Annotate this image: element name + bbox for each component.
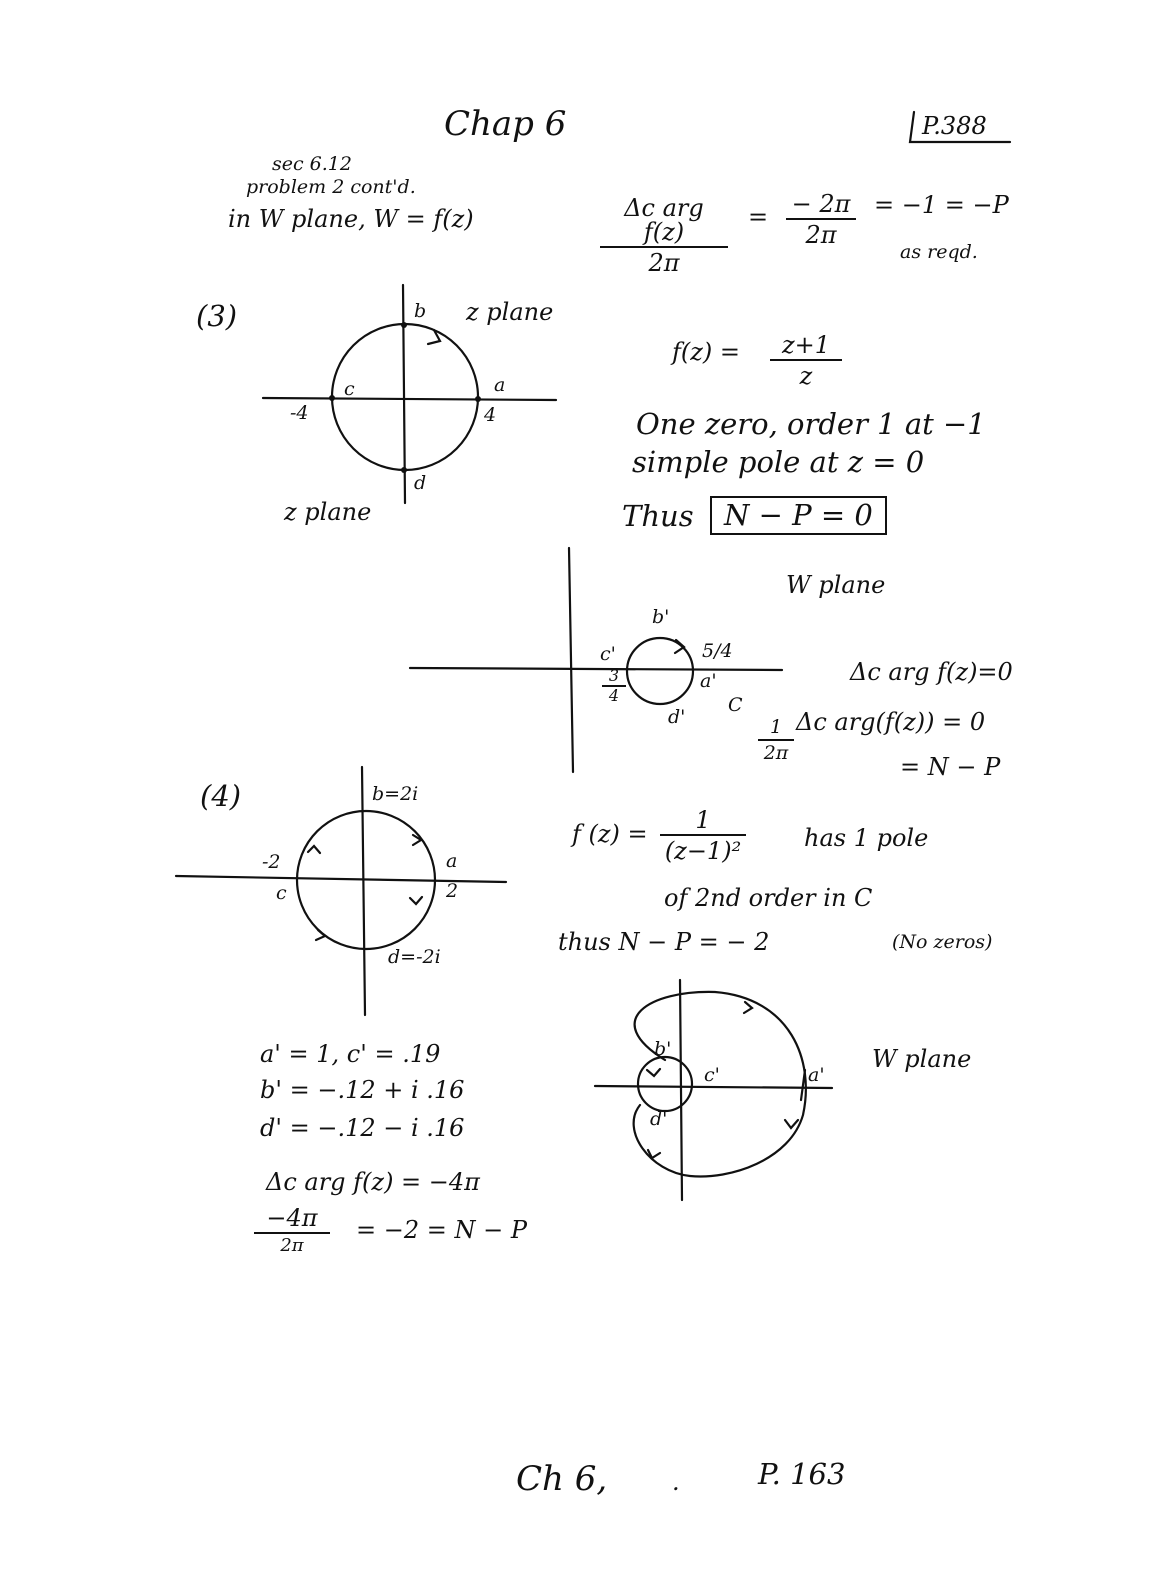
w4-small-loop	[638, 1057, 692, 1111]
w4-a-tick	[801, 1070, 805, 1100]
delta-arg-denominator: 2π	[648, 249, 680, 277]
f3-fraction	[770, 333, 842, 388]
footer-dot: .	[672, 1468, 680, 1496]
z3-label-b: b	[414, 300, 427, 322]
f4-second-order: of 2nd order in C	[664, 884, 873, 912]
w3-one: 1	[758, 718, 794, 741]
page-ref: P.388	[922, 112, 987, 140]
f3-denominator: z	[799, 362, 813, 390]
delta-arg-numerator: Δc arg f(z)	[600, 196, 728, 248]
w4-delta-arg: Δc arg f(z) = −4π	[266, 1168, 480, 1196]
z4-arrow-3	[410, 897, 422, 904]
f3-numerator: z+1	[770, 333, 842, 361]
w3-label-a: a'	[700, 670, 717, 692]
f4-thus-result: thus N − P = − 2	[558, 928, 770, 956]
w4-real-axis	[595, 1086, 832, 1088]
w3-real-axis	[410, 668, 782, 670]
z3-label-d: d	[414, 472, 427, 494]
w4-frac-result: = −2 = N − P	[356, 1216, 527, 1244]
z3-point-a	[475, 396, 481, 402]
w4-value-a-c: a' = 1, c' = .19	[260, 1040, 441, 1068]
z4-label-d: d=-2i	[388, 946, 441, 968]
w4-label-c: c'	[704, 1064, 720, 1086]
w3-imag-axis	[569, 548, 573, 772]
w3-n-minus-p: = N − P	[900, 753, 1001, 781]
w3-label-d: d'	[668, 706, 686, 728]
z4-label-neg2: -2	[262, 851, 281, 873]
f4-denominator: (z−1)²	[664, 837, 742, 865]
z3-label-c: c	[344, 378, 355, 400]
zero-statement: One zero, order 1 at −1	[636, 407, 986, 441]
z4-label-c: c	[276, 882, 287, 904]
z3-label-4: 4	[484, 404, 497, 426]
z3-point-d	[401, 467, 407, 473]
thus-label: Thus	[622, 499, 694, 533]
w3-label-c: c'	[600, 643, 616, 665]
z3-label-neg4: -4	[290, 402, 309, 424]
w4-value-b: b' = −.12 + i .16	[260, 1076, 465, 1104]
w4-imag-axis	[680, 980, 682, 1200]
z3-label-a: a	[494, 374, 506, 396]
z4-arrow-1	[308, 846, 320, 853]
z4-imag-axis	[362, 767, 365, 1015]
z3-point-b	[401, 322, 407, 328]
f4-fraction	[660, 808, 746, 863]
w4-arrow-2	[785, 1120, 798, 1128]
w3-one-over-2pi	[758, 718, 794, 763]
z4-arrow-2	[316, 930, 325, 940]
w4-frac-den: 2π	[280, 1235, 304, 1256]
w3-label-five-quarters: 5/4	[702, 640, 733, 662]
pole-statement: simple pole at z = 0	[632, 445, 925, 479]
w3-three-quarters	[602, 668, 626, 704]
w4-arrow-4	[647, 1069, 660, 1076]
z4-label-b: b=2i	[372, 783, 419, 805]
part-4-label: (4)	[200, 779, 242, 813]
w3-delta-arg-2: Δc arg(f(z)) = 0	[796, 708, 986, 736]
w4-label-a: a'	[808, 1064, 825, 1086]
w3-delta-arg: Δc arg f(z)=0	[850, 658, 1013, 686]
f3-label: f(z) =	[672, 338, 740, 366]
f4-numerator: 1	[660, 808, 746, 836]
equals-sign-1: =	[748, 203, 769, 231]
w4-value-d: d' = −.12 − i .16	[260, 1114, 465, 1142]
zplane-label-bottom: z plane	[284, 498, 372, 526]
w3-three-den: 4	[608, 686, 620, 705]
delta-arg-fraction	[600, 196, 728, 275]
w3-three-num: 3	[602, 668, 626, 687]
as-reqd-note: as reqd.	[900, 241, 978, 263]
chapter-title: Chap 6	[444, 104, 567, 144]
part-3-label: (3)	[196, 299, 238, 333]
neg2pi-denominator: 2π	[805, 221, 837, 249]
w3-contour-C: C	[728, 694, 743, 716]
w4-frac-num: −4π	[254, 1206, 330, 1234]
f4-label: f (z) =	[572, 820, 648, 848]
neg2pi-fraction	[786, 192, 856, 247]
wplane3-title: W plane	[786, 571, 886, 599]
z3-point-c	[329, 395, 335, 401]
w3-label-b: b'	[652, 606, 670, 628]
wplane4-title: W plane	[872, 1045, 972, 1073]
w4-fraction	[254, 1206, 330, 1255]
w4-arrow-1	[744, 1002, 752, 1013]
footer-page: P. 163	[758, 1457, 846, 1491]
footer-chapter: Ch 6,	[516, 1459, 608, 1499]
w4-label-d: d'	[650, 1108, 668, 1130]
zplane-label-top: z plane	[466, 298, 554, 326]
result-neg-one: = −1 = −P	[874, 191, 1009, 219]
w4-label-b: b'	[654, 1038, 672, 1060]
z4-label-a: a	[446, 850, 458, 872]
neg2pi-numerator: − 2π	[786, 192, 856, 220]
w3-two-pi: 2π	[763, 742, 789, 764]
f4-no-zeros: (No zeros)	[892, 931, 993, 953]
section-label: sec 6.12	[272, 153, 352, 175]
z3-real-axis	[263, 398, 556, 400]
f4-has-pole: has 1 pole	[804, 824, 929, 852]
result-box: N − P = 0	[710, 496, 887, 535]
problem-label: problem 2 cont'd.	[246, 176, 416, 198]
wplane-intro: in W plane, W = f(z)	[228, 205, 474, 233]
z4-label-2: 2	[446, 880, 459, 902]
